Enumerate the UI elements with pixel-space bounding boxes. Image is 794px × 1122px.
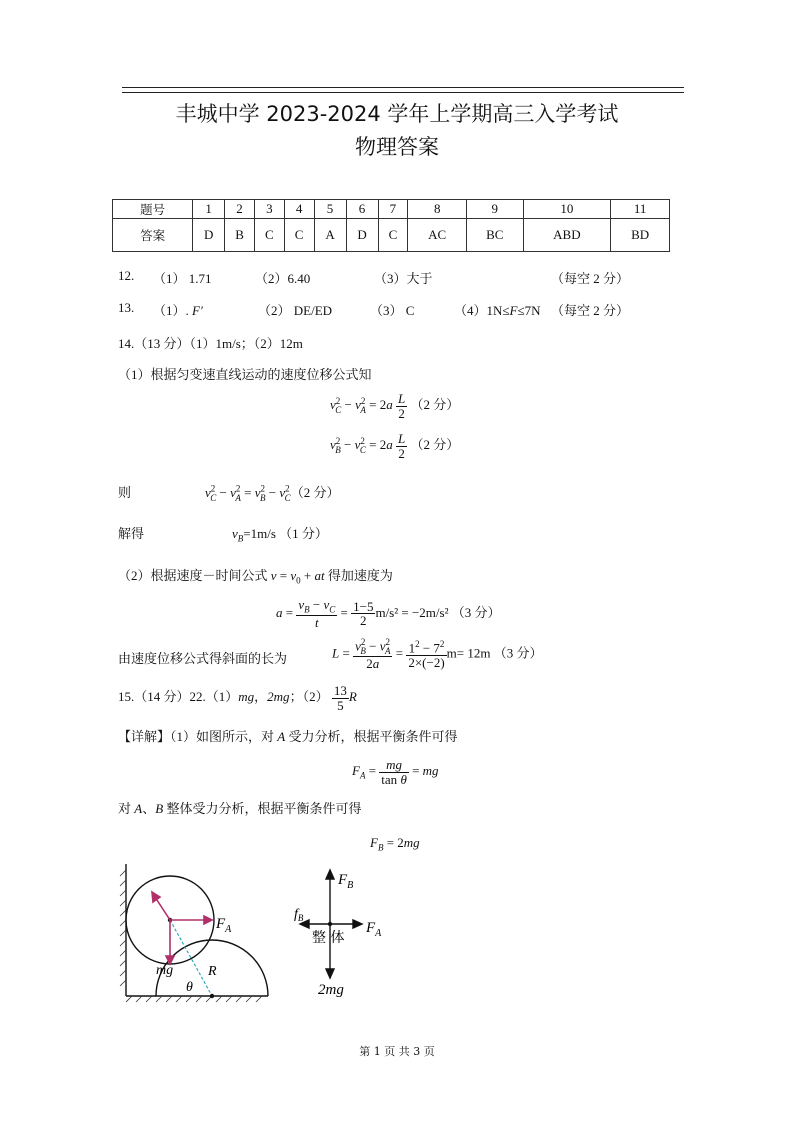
equation-length: L = $\frac{v^2_B - v^2_A}{2a}$ = $\frac{1^2 - 7^2}{2\times(-2)}$ m= 12m （3 分） <box>332 637 543 672</box>
q14-part1-text: （1）根据匀变速直线运动的速度位移公式知 <box>118 367 372 382</box>
q15-detail-2: 对 A、B 整体受力分析，根据平衡条件可得 <box>118 801 362 816</box>
equation-FB: $F_B = 2mg$ <box>370 835 420 853</box>
table-cell: C <box>254 219 284 252</box>
label-fB: $f_B$ <box>294 907 304 923</box>
q12-part2: （2）6.40 <box>255 271 311 286</box>
force-diagram <box>118 862 398 1012</box>
q12-part3: （3）大于 <box>374 271 433 286</box>
q12-score: （每空 2 分） <box>551 271 630 286</box>
then-label: 则 <box>118 485 132 500</box>
table-cell: 9 <box>467 200 524 219</box>
q12-part1: （1） 1.71 <box>153 271 212 286</box>
force-arrows <box>152 892 212 964</box>
answer-table <box>112 199 670 252</box>
table-cell: ABD <box>523 219 611 252</box>
table-cell: 6 <box>346 200 378 219</box>
header-rule-bottom <box>122 92 684 93</box>
table-cell: B <box>225 219 255 252</box>
q13-part1: （1）. F′ <box>153 303 203 318</box>
label-2mg: 2mg <box>318 982 344 998</box>
table-cell: D <box>346 219 378 252</box>
label-FA: $F_A$ <box>216 916 232 935</box>
page-title: 丰城中学 2023-2024 学年上学期高三入学考试 <box>175 102 619 126</box>
q14-part2-text: （2）根据速度－时间公式 $v = v_0$ + at 得加速度为 <box>118 568 393 586</box>
page-footer: 第 1 页 共 3 页 <box>359 1045 435 1058</box>
table-cell: 2 <box>225 200 255 219</box>
equation-acc: a = $\frac{v_B - v_C}{t}$ = $\frac{1-5}{2}$ m/s² = −2m/s² （3 分） <box>276 597 501 631</box>
label-theta: θ <box>186 980 193 995</box>
table-cell: D <box>193 219 225 252</box>
length-text: 由速度位移公式得斜面的长为 <box>118 651 288 666</box>
solve-label: 解得 <box>118 526 145 541</box>
table-cell: BC <box>467 219 524 252</box>
label-FA-whole: $F_A$ <box>366 920 382 939</box>
table-cell: AC <box>408 219 467 252</box>
table-cell: 1 <box>193 200 225 219</box>
equation-3: $v^2_C - v^2_A = v^2_B - v^2_C(2$ 分） <box>205 483 340 503</box>
page-subtitle: 物理答案 <box>355 135 439 159</box>
q13-line <box>118 300 630 318</box>
q14-heading: 14.（13 分）（1）1m/s；（2）12m <box>118 336 303 351</box>
q13-score: （每空 2 分） <box>551 303 630 318</box>
table-cell: 5 <box>314 200 346 219</box>
vb-result: $v_B=1m/s$ （1 分） <box>232 526 328 544</box>
table-row <box>113 200 670 219</box>
table-row <box>113 219 670 252</box>
table-cell: 11 <box>611 200 670 219</box>
header-rule-top <box>122 87 684 88</box>
equation-FA: $F_A$ = $\frac{mg}{\text{tan θ}}$ = mg <box>352 757 439 787</box>
table-cell: A <box>314 219 346 252</box>
q13-part3: （3） C <box>370 303 415 318</box>
label-R: R <box>208 964 217 979</box>
q13-part2: （2） DE/ED <box>258 303 333 318</box>
table-cell: 8 <box>408 200 467 219</box>
q12-number: 12. <box>118 268 135 283</box>
table-cell: BD <box>611 219 670 252</box>
table-cell: 4 <box>284 200 314 219</box>
q13-number: 13. <box>118 300 135 315</box>
q13-part4: （4）1N≤F≤7N <box>454 303 541 318</box>
table-cell: C <box>378 219 408 252</box>
table-row-label: 题号 <box>113 200 193 219</box>
q15-heading: 15.（14 分）22.（1）mg，2mg；（2） $\frac{13}{5}$ R <box>118 683 357 713</box>
table-cell: 3 <box>254 200 284 219</box>
label-mg: mg <box>156 963 174 978</box>
table-cell: 10 <box>523 200 611 219</box>
table-cell: C <box>284 219 314 252</box>
equation-1: $v^2_C - v^2_A = 2a$ $\frac{L}{2}$ （2 分） <box>330 391 460 421</box>
table-row-label: 答案 <box>113 219 193 252</box>
q12-line <box>118 268 630 286</box>
table-cell: 7 <box>378 200 408 219</box>
label-whole: 整 体 <box>312 930 345 946</box>
label-FB: $F_B$ <box>338 872 354 891</box>
equation-2: $v^2_B - v^2_C = 2a$ $\frac{L}{2}$ （2 分） <box>330 431 460 461</box>
q15-detail-1: 【详解】（1）如图所示，对 A 受力分析，根据平衡条件可得 <box>118 729 458 744</box>
wall <box>120 864 268 1002</box>
